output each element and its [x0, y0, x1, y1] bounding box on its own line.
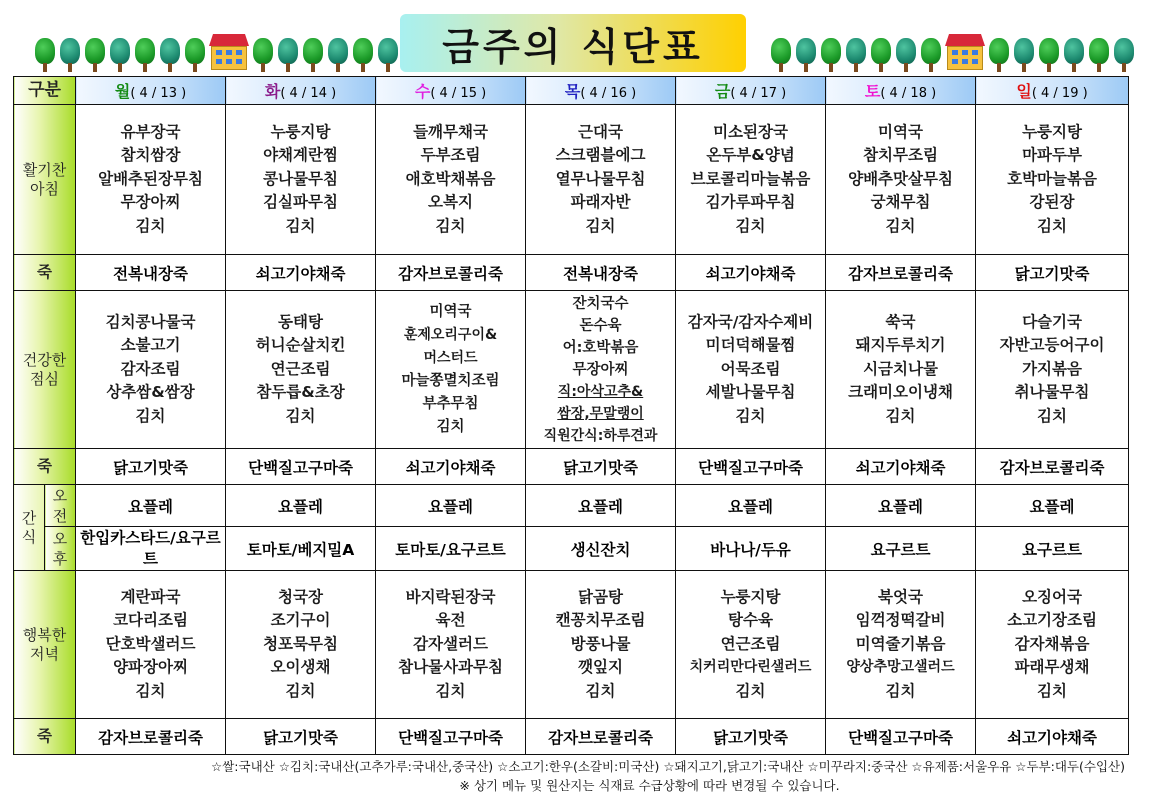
breakfast-porridge-thu: 전복내장죽 — [526, 255, 676, 291]
tree-icon — [302, 34, 324, 72]
snack-pm-row — [14, 527, 1129, 571]
dinner-thu: 닭곰탕 캔꽁치무조림 방풍나물 깻잎지 김치 — [526, 571, 676, 719]
tree-icon — [820, 34, 842, 72]
snack-am-wed: 요플레 — [376, 485, 526, 527]
tree-icon — [327, 34, 349, 72]
school-building-icon — [945, 30, 985, 72]
tree-icon — [159, 34, 181, 72]
day-name: 토 — [864, 82, 881, 101]
day-header-mon — [76, 77, 226, 105]
lunch-porridge-tue: 단백질고구마죽 — [226, 449, 376, 485]
tree-icon — [377, 34, 399, 72]
day-date: ( 4 / 14 ) — [280, 86, 337, 101]
day-header-sun — [976, 77, 1129, 105]
breakfast-sun: 누룽지탕 마파두부 호박마늘볶음 강된장 김치 — [976, 105, 1129, 255]
snack-pm-fri: 바나나/두유 — [676, 527, 826, 571]
origin-info: ☆쌀:국내산 ☆김치:국내산(고추가루:국내산,중국산) ☆소고기:한우(소갈비:미국산) ☆돼지고기,닭고기:국내산 ☆미꾸라지:중국산 ☆유제품:서울우유 ☆두부:대두(수입산) — [211, 759, 1125, 774]
tree-icon — [352, 34, 374, 72]
breakfast-thu: 근대국 스크램블에그 열무나물무침 파래자반 김치 — [526, 105, 676, 255]
breakfast-tue: 누룽지탕 야채계란찜 콩나물무침 김실파무침 김치 — [226, 105, 376, 255]
breakfast-porridge-sun: 닭고기맛죽 — [976, 255, 1129, 291]
dinner-label: 행복한 저녁 — [14, 571, 76, 719]
day-date: ( 4 / 13 ) — [130, 86, 187, 101]
tree-icon — [895, 34, 917, 72]
tree-row-right — [770, 32, 1135, 72]
tree-icon — [277, 34, 299, 72]
day-date: ( 4 / 19 ) — [1031, 86, 1088, 101]
breakfast-label: 활기찬 아침 — [14, 105, 76, 255]
snack-am-thu: 요플레 — [526, 485, 676, 527]
tree-icon — [988, 34, 1010, 72]
dinner-row — [14, 571, 1129, 719]
day-header-tue — [226, 77, 376, 105]
day-header-sat — [826, 77, 976, 105]
lunch-porridge-sat: 쇠고기야채죽 — [826, 449, 976, 485]
tree-row-left — [34, 32, 399, 72]
snack-pm-sat: 요구르트 — [826, 527, 976, 571]
tree-icon — [84, 34, 106, 72]
dinner-porridge-row — [14, 719, 1129, 755]
tree-icon — [870, 34, 892, 72]
day-name: 월 — [114, 82, 131, 101]
tree-icon — [109, 34, 131, 72]
snack-am-fri: 요플레 — [676, 485, 826, 527]
breakfast-porridge-fri: 쇠고기야채죽 — [676, 255, 826, 291]
porridge-label: 죽 — [14, 449, 76, 485]
dinner-mon: 계란파국 코다리조림 단호박샐러드 양파장아찌 김치 — [76, 571, 226, 719]
breakfast-sat: 미역국 참치무조림 양배추맛살무침 궁채무침 김치 — [826, 105, 976, 255]
footer — [0, 757, 1149, 794]
day-name: 수 — [414, 82, 431, 101]
dinner-porridge-thu: 감자브로콜리죽 — [526, 719, 676, 755]
lunch-tue: 동태탕 허니순살치킨 연근조림 참두릅&초장 김치 — [226, 291, 376, 449]
breakfast-porridge-wed: 감자브로콜리죽 — [376, 255, 526, 291]
lunch-porridge-sun: 감자브로콜리죽 — [976, 449, 1129, 485]
tree-icon — [795, 34, 817, 72]
breakfast-porridge-mon: 전복내장죽 — [76, 255, 226, 291]
lunch-thu: 잔치국수 돈수육 어:호박볶음 무장아찌 직:아삭고추& 쌈장,무말랭이 직원간식:하루견과 — [526, 291, 676, 449]
lunch-sat: 쑥국 돼지두루치기 시금치나물 크래미오이냉채 김치 — [826, 291, 976, 449]
day-date: ( 4 / 18 ) — [880, 86, 937, 101]
breakfast-row — [14, 105, 1129, 255]
page-title: 금주의 식단표 — [400, 14, 746, 72]
porridge-label: 죽 — [14, 255, 76, 291]
snack-am-mon: 요플레 — [76, 485, 226, 527]
day-name: 화 — [264, 82, 281, 101]
day-header-fri — [676, 77, 826, 105]
breakfast-porridge-sat: 감자브로콜리죽 — [826, 255, 976, 291]
header-row — [14, 77, 1129, 105]
day-header-thu — [526, 77, 676, 105]
tree-icon — [1113, 34, 1135, 72]
snack-pm-thu: 생신잔치 — [526, 527, 676, 571]
header-label: 구분 — [14, 77, 76, 105]
snack-label: 간 식 — [14, 485, 45, 571]
dinner-porridge-sun: 쇠고기야채죽 — [976, 719, 1129, 755]
day-name: 일 — [1016, 82, 1032, 101]
tree-icon — [252, 34, 274, 72]
breakfast-porridge-row — [14, 255, 1129, 291]
tree-icon — [770, 34, 792, 72]
dinner-porridge-fri: 닭고기맛죽 — [676, 719, 826, 755]
dinner-porridge-sat: 단백질고구마죽 — [826, 719, 976, 755]
porridge-label: 죽 — [14, 719, 76, 755]
dinner-wed: 바지락된장국 육전 감자샐러드 참나물사과무침 김치 — [376, 571, 526, 719]
dinner-porridge-tue: 닭고기맛죽 — [226, 719, 376, 755]
tree-icon — [1038, 34, 1060, 72]
weekly-menu-table — [13, 76, 1129, 755]
lunch-label: 건강한 점심 — [14, 291, 76, 449]
tree-icon — [845, 34, 867, 72]
lunch-porridge-row — [14, 449, 1129, 485]
snack-pm-label: 오 후 — [45, 527, 76, 571]
dinner-tue: 청국장 조기구이 청포묵무침 오이생채 김치 — [226, 571, 376, 719]
snack-am-sat: 요플레 — [826, 485, 976, 527]
day-name: 목 — [564, 82, 581, 101]
lunch-porridge-mon: 닭고기맛죽 — [76, 449, 226, 485]
lunch-mon: 김치콩나물국 소불고기 감자조림 상추쌈&쌈장 김치 — [76, 291, 226, 449]
breakfast-fri: 미소된장국 온두부&양념 브로콜리마늘볶음 김가루파무침 김치 — [676, 105, 826, 255]
change-notice: ※ 상기 메뉴 및 원산지는 식재료 수급상황에 따라 변경될 수 있습니다. — [459, 778, 840, 793]
snack-pm-tue: 토마토/베지밀A — [226, 527, 376, 571]
tree-icon — [1063, 34, 1085, 72]
day-header-wed — [376, 77, 526, 105]
lunch-sun: 다슬기국 자반고등어구이 가지볶음 취나물무침 김치 — [976, 291, 1129, 449]
tree-icon — [184, 34, 206, 72]
breakfast-porridge-tue: 쇠고기야채죽 — [226, 255, 376, 291]
day-date: ( 4 / 16 ) — [580, 86, 637, 101]
tree-icon — [59, 34, 81, 72]
dinner-porridge-wed: 단백질고구마죽 — [376, 719, 526, 755]
tree-icon — [34, 34, 56, 72]
breakfast-wed: 들깨무채국 두부조림 애호박채볶음 오복지 김치 — [376, 105, 526, 255]
snack-pm-mon: 한입카스타드/요구르트 — [76, 527, 226, 571]
dinner-porridge-mon: 감자브로콜리죽 — [76, 719, 226, 755]
tree-icon — [1013, 34, 1035, 72]
snack-pm-sun: 요구르트 — [976, 527, 1129, 571]
dinner-sun: 오징어국 소고기장조림 감자채볶음 파래무생채 김치 — [976, 571, 1129, 719]
lunch-wed: 미역국 훈제오리구이& 머스터드 마늘쫑멸치조림 부추무침 김치 — [376, 291, 526, 449]
snack-am-sun: 요플레 — [976, 485, 1129, 527]
tree-icon — [1088, 34, 1110, 72]
lunch-fri: 감자국/감자수제비 미더덕해물찜 어묵조림 세발나물무침 김치 — [676, 291, 826, 449]
snack-pm-wed: 토마토/요구르트 — [376, 527, 526, 571]
lunch-porridge-thu: 닭고기맛죽 — [526, 449, 676, 485]
school-building-icon — [209, 30, 249, 72]
snack-am-tue: 요플레 — [226, 485, 376, 527]
dinner-fri: 누룽지탕 탕수육 연근조림 치커리만다린샐러드 김치 — [676, 571, 826, 719]
lunch-row — [14, 291, 1129, 449]
dinner-sat: 북엇국 임꺽정떡갈비 미역줄기볶음 양상추망고샐러드 김치 — [826, 571, 976, 719]
snack-am-label: 오 전 — [45, 485, 76, 527]
tree-icon — [134, 34, 156, 72]
lunch-porridge-wed: 쇠고기야채죽 — [376, 449, 526, 485]
tree-icon — [920, 34, 942, 72]
day-date: ( 4 / 15 ) — [430, 86, 487, 101]
snack-am-row — [14, 485, 1129, 527]
day-name: 금 — [714, 82, 731, 101]
day-date: ( 4 / 17 ) — [730, 86, 787, 101]
breakfast-mon: 유부장국 참치쌈장 알배추된장무침 무장아찌 김치 — [76, 105, 226, 255]
lunch-porridge-fri: 단백질고구마죽 — [676, 449, 826, 485]
